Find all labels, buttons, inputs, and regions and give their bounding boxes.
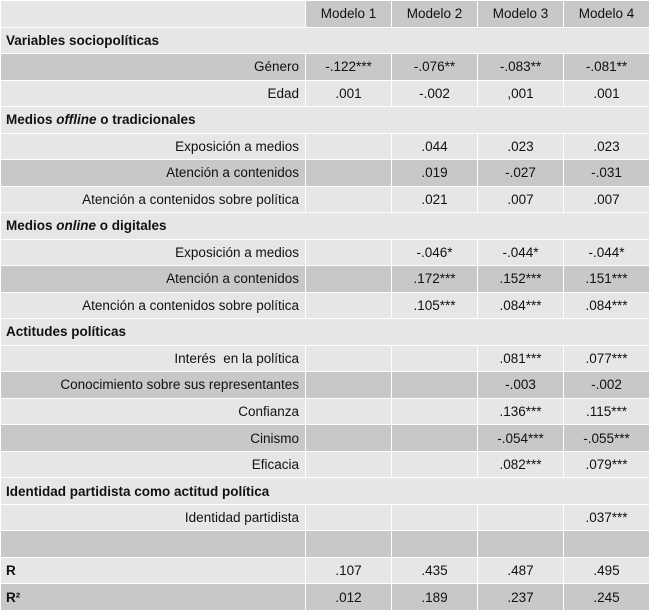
cell-model-1 xyxy=(306,160,392,187)
row-label: Edad xyxy=(1,80,306,107)
row-spacer xyxy=(1,531,650,558)
spacer-cell xyxy=(478,531,564,558)
cell-model-3: .007 xyxy=(478,186,564,213)
cell-model-1 xyxy=(306,504,392,531)
cell-model-3: .023 xyxy=(478,133,564,160)
row-off-atencion-politica xyxy=(1,186,650,213)
cell-model-3: .152*** xyxy=(478,266,564,293)
row-label: Interés en la política xyxy=(1,345,306,372)
cell-model-2 xyxy=(392,372,478,399)
row-label: Atención a contenidos sobre política xyxy=(1,186,306,213)
cell-model-3: .237 xyxy=(478,584,564,611)
cell-model-4: -.031 xyxy=(564,160,650,187)
row-off-atencion xyxy=(1,160,650,187)
cell-model-3: -.083** xyxy=(478,54,564,81)
cell-model-3: -.054*** xyxy=(478,425,564,452)
section-title-emphasis: online xyxy=(56,218,97,234)
cell-model-4: .084*** xyxy=(564,292,650,319)
cell-model-2: .172*** xyxy=(392,266,478,293)
row-genero xyxy=(1,54,650,81)
section-title-suffix: o digitales xyxy=(96,218,167,234)
section-sociopoliticas xyxy=(1,27,650,54)
row-on-exposicion xyxy=(1,239,650,266)
cell-model-2 xyxy=(392,451,478,478)
cell-model-3: .084*** xyxy=(478,292,564,319)
cell-model-1 xyxy=(306,239,392,266)
row-label: Confianza xyxy=(1,398,306,425)
cell-model-2: .044 xyxy=(392,133,478,160)
section-identidad xyxy=(1,478,650,505)
cell-model-2: -.076** xyxy=(392,54,478,81)
row-label: Exposición a medios xyxy=(1,133,306,160)
row-confianza xyxy=(1,398,650,425)
cell-model-3: -.003 xyxy=(478,372,564,399)
section-title xyxy=(1,107,650,134)
cell-model-3: .487 xyxy=(478,557,564,584)
header-row xyxy=(1,1,650,28)
cell-model-4: .007 xyxy=(564,186,650,213)
cell-model-2 xyxy=(392,425,478,452)
cell-model-4: .151*** xyxy=(564,266,650,293)
cell-model-1 xyxy=(306,372,392,399)
spacer-cell xyxy=(1,531,306,558)
cell-model-1 xyxy=(306,345,392,372)
row-identidad-partidista xyxy=(1,504,650,531)
row-off-exposicion xyxy=(1,133,650,160)
header-model-1: Modelo 1 xyxy=(306,1,392,28)
cell-model-1 xyxy=(306,186,392,213)
row-label: Atención a contenidos sobre política xyxy=(1,292,306,319)
cell-model-4: .079*** xyxy=(564,451,650,478)
row-label: Identidad partidista xyxy=(1,504,306,531)
row-label: Conocimiento sobre sus representantes xyxy=(1,372,306,399)
row-r2 xyxy=(1,584,650,611)
cell-model-1 xyxy=(306,425,392,452)
row-interes xyxy=(1,345,650,372)
row-conocimiento xyxy=(1,372,650,399)
cell-model-3: .081*** xyxy=(478,345,564,372)
cell-model-4: .001 xyxy=(564,80,650,107)
cell-model-1: .012 xyxy=(306,584,392,611)
cell-model-4: .115*** xyxy=(564,398,650,425)
spacer-cell xyxy=(306,531,392,558)
cell-model-3: ,001 xyxy=(478,80,564,107)
row-label: Atención a contenidos xyxy=(1,266,306,293)
section-title: Variables sociopolíticas xyxy=(1,27,650,54)
cell-model-2: -.002 xyxy=(392,80,478,107)
section-title-prefix: Medios xyxy=(6,218,57,234)
row-cinismo xyxy=(1,425,650,452)
cell-model-1 xyxy=(306,133,392,160)
cell-model-1 xyxy=(306,292,392,319)
section-title: Actitudes políticas xyxy=(1,319,650,346)
row-label: Género xyxy=(1,54,306,81)
cell-model-3 xyxy=(478,504,564,531)
cell-model-4: .495 xyxy=(564,557,650,584)
row-on-atencion-politica xyxy=(1,292,650,319)
cell-model-2 xyxy=(392,504,478,531)
spacer-cell xyxy=(392,531,478,558)
cell-model-1 xyxy=(306,266,392,293)
cell-model-1 xyxy=(306,451,392,478)
header-blank-cell xyxy=(1,1,306,28)
spacer-cell xyxy=(564,531,650,558)
cell-model-1: .001 xyxy=(306,80,392,107)
cell-model-2 xyxy=(392,398,478,425)
cell-model-2: .021 xyxy=(392,186,478,213)
row-label: R² xyxy=(1,584,306,611)
cell-model-4: .037*** xyxy=(564,504,650,531)
cell-model-2: -.046* xyxy=(392,239,478,266)
header-model-4: Modelo 4 xyxy=(564,1,650,28)
section-title: Identidad partidista como actitud política xyxy=(1,478,650,505)
section-offline xyxy=(1,107,650,134)
cell-model-3: -.027 xyxy=(478,160,564,187)
cell-model-4: -.055*** xyxy=(564,425,650,452)
row-label: Atención a contenidos xyxy=(1,160,306,187)
cell-model-2: .435 xyxy=(392,557,478,584)
row-label: Exposición a medios xyxy=(1,239,306,266)
row-label: Eficacia xyxy=(1,451,306,478)
cell-model-2: .019 xyxy=(392,160,478,187)
section-online xyxy=(1,213,650,240)
cell-model-4: .245 xyxy=(564,584,650,611)
section-title-prefix: Medios xyxy=(6,112,57,128)
row-label: Cinismo xyxy=(1,425,306,452)
cell-model-1 xyxy=(306,398,392,425)
cell-model-4: -.002 xyxy=(564,372,650,399)
cell-model-2: .189 xyxy=(392,584,478,611)
cell-model-4: -.044* xyxy=(564,239,650,266)
cell-model-1: -.122*** xyxy=(306,54,392,81)
cell-model-2 xyxy=(392,345,478,372)
section-title-suffix: o tradicionales xyxy=(96,112,196,128)
cell-model-1: .107 xyxy=(306,557,392,584)
row-r xyxy=(1,557,650,584)
cell-model-4: .023 xyxy=(564,133,650,160)
cell-model-3: .082*** xyxy=(478,451,564,478)
row-edad xyxy=(1,80,650,107)
row-eficacia xyxy=(1,451,650,478)
header-model-2: Modelo 2 xyxy=(392,1,478,28)
cell-model-2: .105*** xyxy=(392,292,478,319)
section-actitudes xyxy=(1,319,650,346)
row-label: R xyxy=(1,557,306,584)
cell-model-4: .077*** xyxy=(564,345,650,372)
cell-model-4: -.081** xyxy=(564,54,650,81)
cell-model-3: -.044* xyxy=(478,239,564,266)
header-model-3: Modelo 3 xyxy=(478,1,564,28)
section-title-emphasis: offline xyxy=(56,112,97,128)
section-title xyxy=(1,213,650,240)
cell-model-3: .136*** xyxy=(478,398,564,425)
row-on-atencion xyxy=(1,266,650,293)
